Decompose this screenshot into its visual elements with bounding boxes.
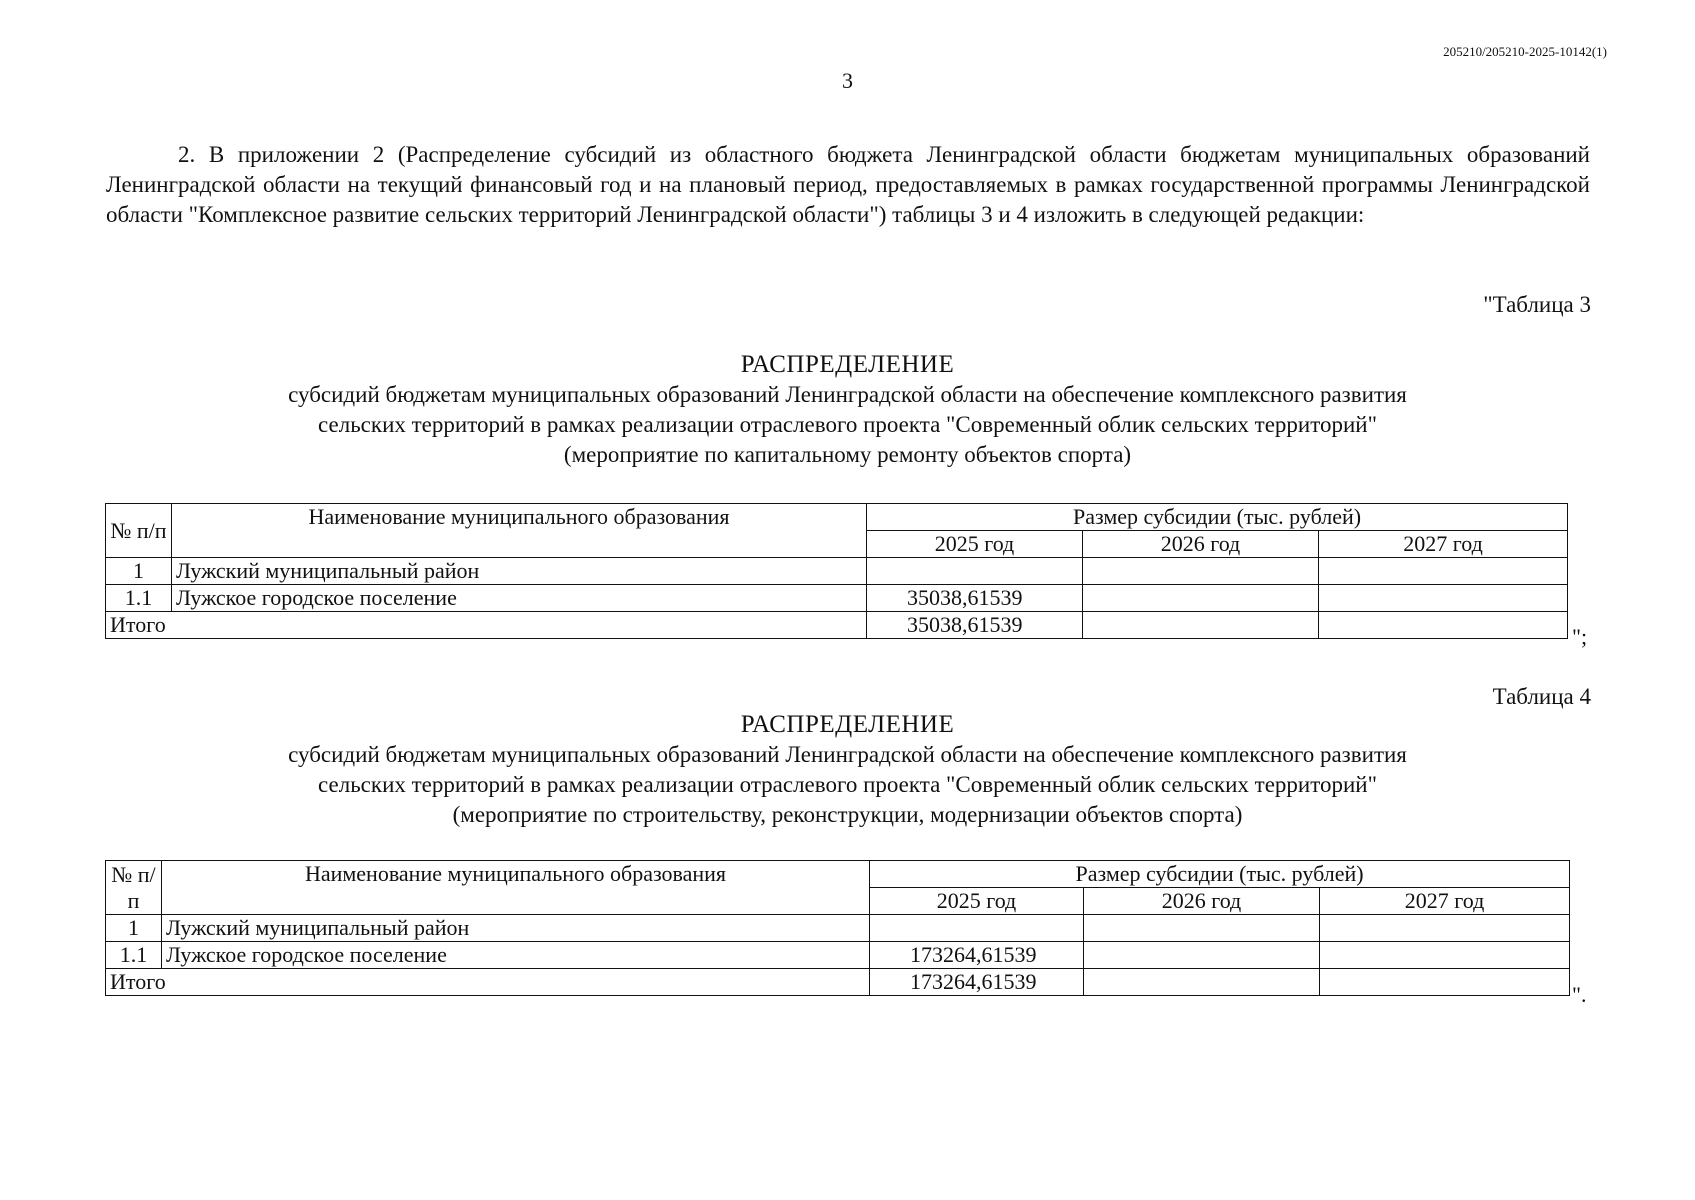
table4-header-name: Наименование муниципального образования <box>162 861 870 915</box>
document-id: 205210/205210-2025-10142(1) <box>1443 44 1607 59</box>
table4-closing-quote: ". <box>1572 982 1587 1007</box>
table3-subtitle-line: субсидий бюджетам муниципальных образований Ленинградской области на обеспечение комплексного развития <box>288 382 1407 407</box>
row-value-2027 <box>1319 558 1568 585</box>
table3-header-name: Наименование муниципального образования <box>172 504 867 558</box>
table4-header-num: № п/п <box>106 861 162 915</box>
table4-subtitle-line: сельских территорий в рамках реализации отраслевого проекта "Современный облик сельских территорий" <box>318 772 1377 797</box>
table4-header-year: 2026 год <box>1084 888 1320 915</box>
row-name: Лужский муниципальный район <box>162 915 870 942</box>
total-value-2027 <box>1320 969 1570 996</box>
total-value-2026 <box>1083 612 1319 639</box>
table-row <box>106 558 1568 585</box>
table4-title: РАСПРЕДЕЛЕНИЕ <box>740 711 955 738</box>
table3-subtitle-line: сельских территорий в рамках реализации отраслевого проекта "Современный облик сельских территорий" <box>318 412 1377 437</box>
row-num: 1 <box>106 558 172 585</box>
row-name: Лужский муниципальный район <box>172 558 867 585</box>
table4-header-amount: Размер субсидии (тыс. рублей) <box>870 861 1570 888</box>
total-label: Итого <box>106 612 867 639</box>
table-row <box>106 585 1568 612</box>
table4-heading <box>0 710 1695 830</box>
row-value-2025: 173264,61539 <box>870 942 1084 969</box>
table3-heading <box>0 350 1695 470</box>
row-value-2027 <box>1319 585 1568 612</box>
table3-title: РАСПРЕДЕЛЕНИЕ <box>740 351 955 378</box>
row-value-2026 <box>1083 585 1319 612</box>
table3-total-row <box>106 612 1568 639</box>
row-num: 1 <box>106 915 162 942</box>
table4 <box>105 860 1570 996</box>
table4-subtitle-line: субсидий бюджетам муниципальных образований Ленинградской области на обеспечение комплексного развития <box>288 742 1407 767</box>
table3-header-row <box>106 504 1568 531</box>
table4-header-year: 2027 год <box>1320 888 1570 915</box>
total-label: Итого <box>106 969 870 996</box>
table4-header-row <box>106 861 1570 888</box>
table3-header-amount: Размер субсидии (тыс. рублей) <box>867 504 1568 531</box>
row-value-2025 <box>870 915 1084 942</box>
table3-header-year: 2026 год <box>1083 531 1319 558</box>
row-name: Лужское городское поселение <box>162 942 870 969</box>
table3-caption: "Таблица 3 <box>1483 292 1591 317</box>
total-value-2027 <box>1319 612 1568 639</box>
row-value-2025: 35038,61539 <box>867 585 1083 612</box>
table-row <box>106 915 1570 942</box>
table4-header-year: 2025 год <box>870 888 1084 915</box>
row-num: 1.1 <box>106 942 162 969</box>
table3-header-year: 2025 год <box>867 531 1083 558</box>
row-value-2025 <box>867 558 1083 585</box>
table3-header-num: № п/п <box>106 504 172 558</box>
table4-subtitle-line: (мероприятие по строительству, реконструкции, модернизации объектов спорта) <box>452 802 1243 827</box>
row-value-2027 <box>1320 915 1570 942</box>
total-value-2026 <box>1084 969 1320 996</box>
page-number: 3 <box>842 68 853 93</box>
row-value-2026 <box>1083 558 1319 585</box>
total-value-2025: 173264,61539 <box>870 969 1084 996</box>
table-row <box>106 942 1570 969</box>
table3-subtitle-line: (мероприятие по капитальному ремонту объектов спорта) <box>563 442 1132 467</box>
table4-total-row <box>106 969 1570 996</box>
table3-closing-quote: "; <box>1572 624 1588 649</box>
total-value-2025: 35038,61539 <box>867 612 1083 639</box>
table4-caption: Таблица 4 <box>1492 684 1591 709</box>
row-value-2026 <box>1084 915 1320 942</box>
table3 <box>105 503 1568 639</box>
table3-header-year: 2027 год <box>1319 531 1568 558</box>
intro-paragraph: 2. В приложении 2 (Распределение субсидий из областного бюджета Ленинградской области бюджетам муниципальных образований Ленинградской области на текущий финансовый год и на плановый период, предоставляемых в рамках государственной программы Ленинградской области "Комплексное развитие сельских территорий Ленинградской области") таблицы 3 и 4 изложить в следующей редакции: <box>106 142 1590 227</box>
row-value-2026 <box>1084 942 1320 969</box>
row-name: Лужское городское поселение <box>172 585 867 612</box>
row-value-2027 <box>1320 942 1570 969</box>
row-num: 1.1 <box>106 585 172 612</box>
